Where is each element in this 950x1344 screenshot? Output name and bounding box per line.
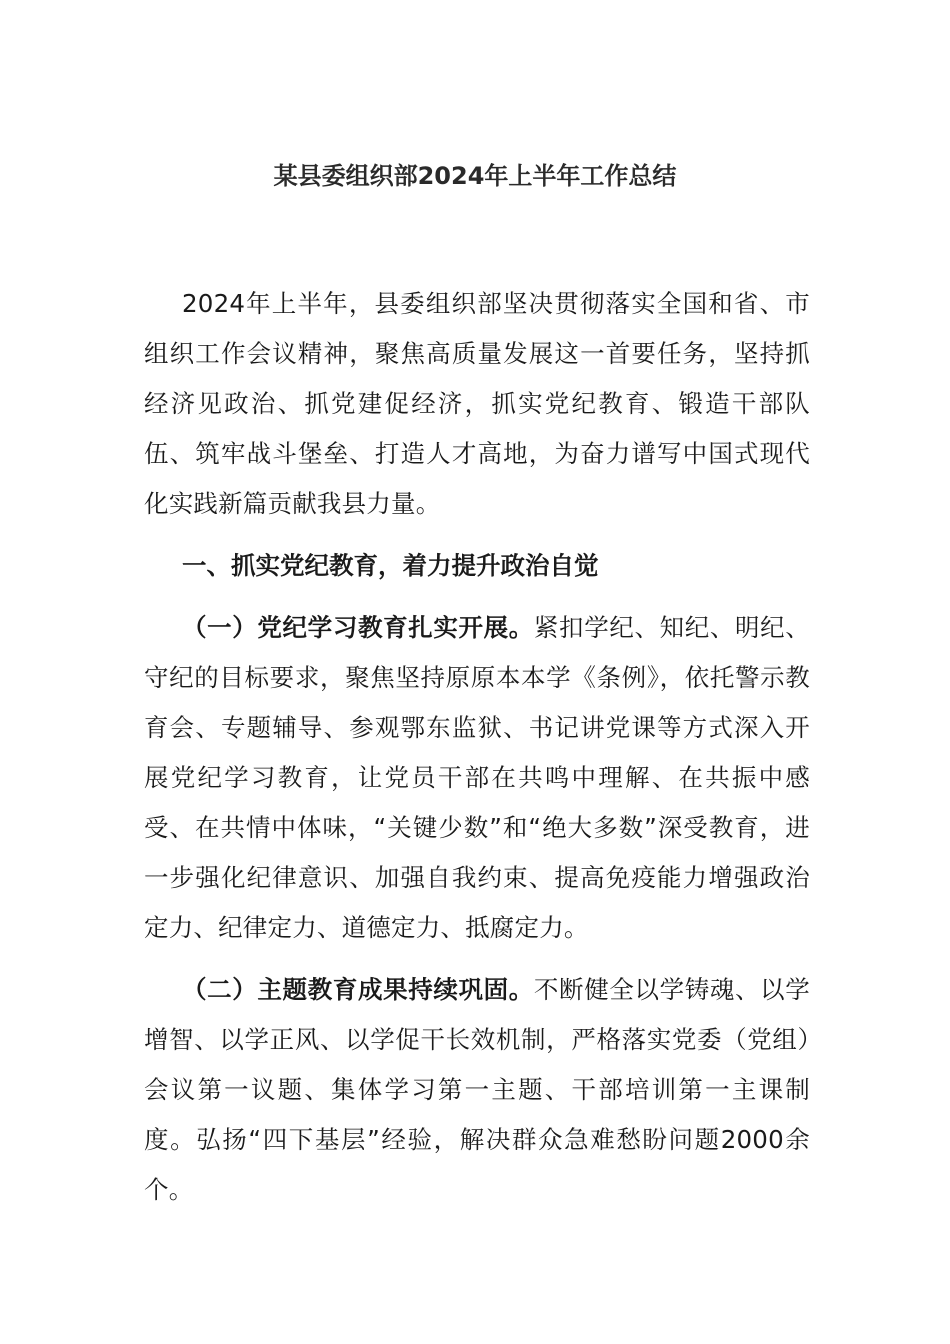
section-heading: 一、抓实党纪教育，着力提升政治自觉 [182,551,599,580]
document-body [144,279,810,1215]
item-lead: （一）党纪学习教育扎实开展。 [182,613,534,642]
intro-paragraph: 2024年上半年，县委组织部坚决贯彻落实全国和省、市组织工作会议精神，聚焦高质量发展这一首要任务，坚持抓经济见政治、抓党建促经济，抓实党纪教育、锻造干部队伍、筑牢战斗堡垒、打造人才高地，为奋力谱写中国式现代化实践新篇贡献我县力量。 [144,289,810,518]
item-text: 不断健全以学铸魂、以学增智、以学正风、以学促干长效机制，严格落实党委（党组）会议第一议题、集体学习第一主题、干部培训第一主课制度。弘扬“四下基层”经验，解决群众急难愁盼问题2000余个。 [144,975,810,1204]
section-item-paragraph [144,965,810,1215]
item-lead: （二）主题教育成果持续巩固。 [182,975,534,1004]
item-text: 紧扣学纪、知纪、明纪、守纪的目标要求，聚焦坚持原原本本学《条例》，依托警示教育会、专题辅导、参观鄂东监狱、书记讲党课等方式深入开展党纪学习教育，让党员干部在共鸣中理解、在共振中感受、在共情中体味，“关键少数”和“绝大多数”深受教育，进一步强化纪律意识、加强自我约束、提高免疫能力增强政治定力、纪律定力、道德定力、抵腐定力。 [144,613,810,942]
document-title: 某县委组织部2024年上半年工作总结 [273,162,677,190]
section-item-paragraph [144,603,810,953]
